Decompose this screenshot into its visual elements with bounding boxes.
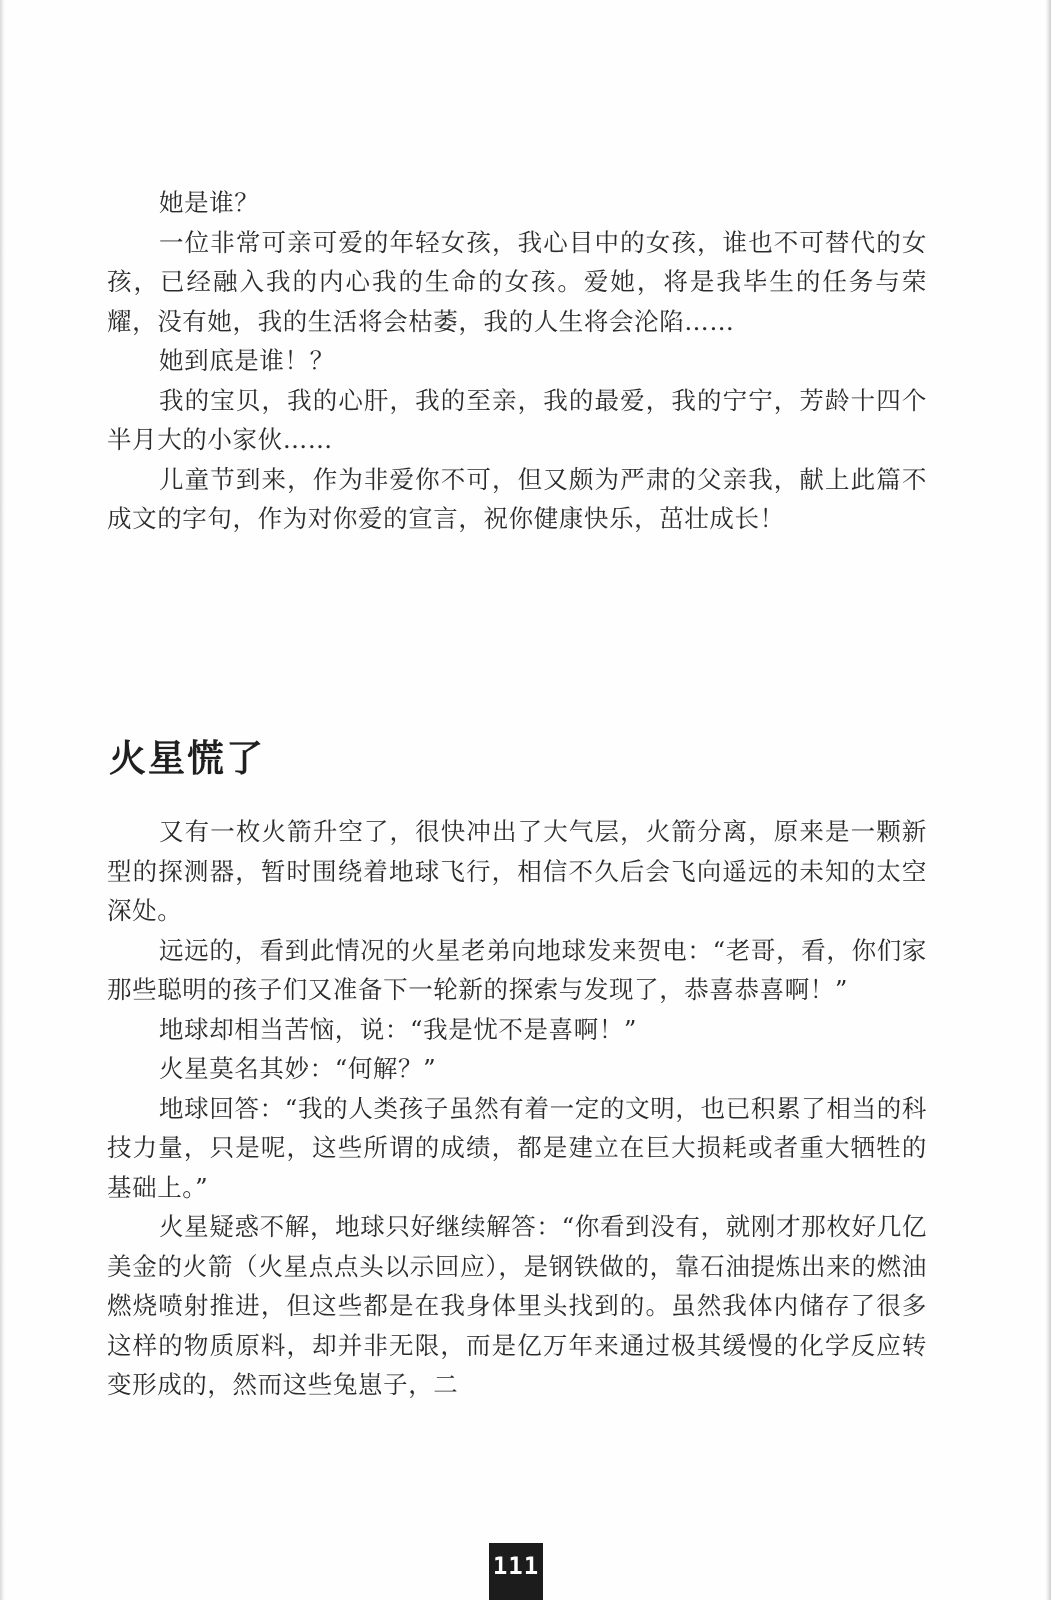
paragraph: 她是谁？ bbox=[159, 188, 260, 217]
paragraph: 儿童节到来，作为非爱你不可，但又颇为严肃的父亲我，献上此篇不成文的字句，作为对你爱的宣言，祝你健康快乐，茁壮成长！ bbox=[107, 464, 927, 533]
section-mars-story bbox=[107, 812, 927, 1405]
paragraph: 地球却相当苦恼，说：“我是忧不是喜啊！” bbox=[159, 1014, 638, 1044]
paragraph: 我的宝贝，我的心肝，我的至亲，我的最爱，我的宁宁，芳龄十四个半月大的小家伙…… bbox=[107, 385, 927, 454]
chapter-title: 火星慌了 bbox=[109, 737, 265, 780]
paragraph: 她到底是谁！？ bbox=[159, 346, 335, 375]
paragraph: 火星疑惑不解，地球只好继续解答：“你看到没有，就刚才那枚好几亿美金的火箭（火星点点头以示回应），是钢铁做的，靠石油提炼出来的燃油燃烧喷射推进，但这些都是在我身体里头找到的。虽然我体内储存了很多这样的物质原料，却并非无限，而是亿万年来通过极其缓慢的化学反应转变形成的，然而这些兔崽子，二 bbox=[107, 1212, 927, 1399]
paragraph: 远远的，看到此情况的火星老弟向地球发来贺电：“老哥，看，你们家那些聪明的孩子们又准备下一轮新的探索与发现了，恭喜恭喜啊！” bbox=[107, 935, 927, 1004]
section-poem-ending bbox=[107, 183, 927, 539]
paragraph: 地球回答：“我的人类孩子虽然有着一定的文明，也已积累了相当的科技力量，只是呢，这些所谓的成绩，都是建立在巨大损耗或者重大牺牲的基础上。” bbox=[107, 1093, 927, 1202]
paragraph: 又有一枚火箭升空了，很快冲出了大气层，火箭分离，原来是一颗新型的探测器，暂时围绕着地球飞行，相信不久后会飞向遥远的未知的太空深处。 bbox=[107, 817, 927, 925]
paragraph: 火星莫名其妙：“何解？” bbox=[159, 1054, 437, 1083]
page-left-edge bbox=[0, 0, 6, 1600]
page-number: 111 bbox=[489, 1543, 543, 1600]
paragraph: 一位非常可亲可爱的年轻女孩，我心目中的女孩，谁也不可替代的女孩，已经融入我的内心我的生命的女孩。爱她，将是我毕生的任务与荣耀，没有她，我的生活将会枯萎，我的人生将会沦陷…… bbox=[107, 227, 927, 336]
page-right-edge bbox=[1045, 0, 1051, 1600]
